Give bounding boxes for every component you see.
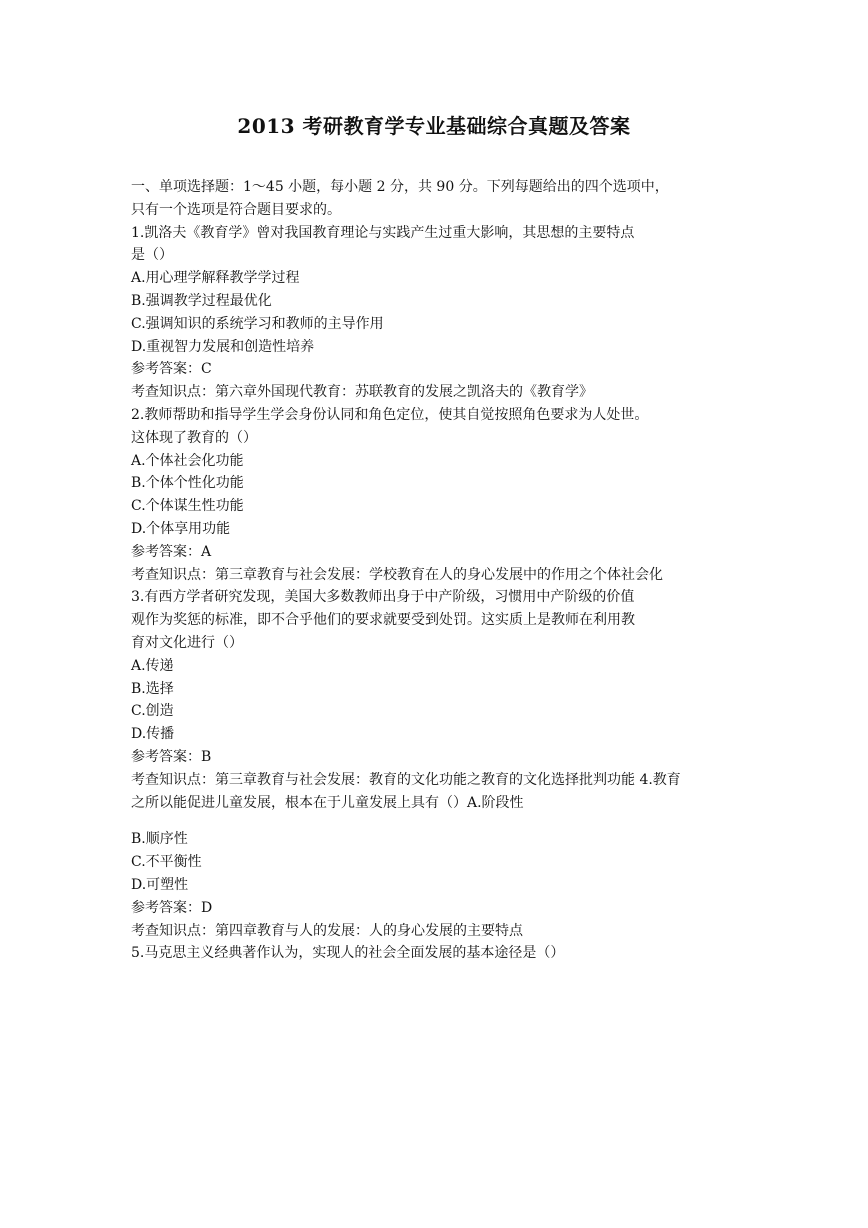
question-4-stem-cont: 之所以能促进儿童发展，根本在于儿童发展上具有（）A.阶段性 — [131, 794, 524, 811]
option-a: A.个体社会化功能 — [131, 452, 244, 469]
answer: 参考答案：D — [131, 899, 213, 916]
text-line: 只有一个选项是符合题目要求的。 — [131, 201, 341, 218]
question-2-stem-cont: 这体现了教育的（） — [131, 429, 257, 446]
option-c: C.不平衡性 — [131, 854, 202, 871]
answer: 参考答案：C — [131, 361, 212, 378]
question-1-stem-cont: 是（） — [131, 247, 173, 264]
option-d: D.个体享用功能 — [131, 520, 231, 537]
option-d: D.传播 — [131, 726, 175, 743]
option-d: D.重视智力发展和创造性培养 — [131, 338, 315, 355]
option-c: C.个体谋生性功能 — [131, 498, 244, 515]
paragraph-gap — [131, 814, 751, 828]
option-d: D.可塑性 — [131, 876, 189, 893]
document-body — [131, 176, 751, 965]
document-title: 2013 考研教育学专业基础综合真题及答案 — [237, 114, 631, 138]
option-b: B.顺序性 — [131, 831, 188, 848]
answer: 参考答案：B — [131, 748, 212, 765]
option-b: B.强调教学过程最优化 — [131, 292, 272, 309]
text-line: 一、单项选择题：1～45 小题，每小题 2 分，共 90 分。下列每题给出的四个选项中， — [131, 179, 669, 195]
question-3-stem-cont: 育对文化进行（） — [131, 634, 243, 651]
option-a: A.用心理学解释教学学过程 — [131, 270, 300, 287]
option-b: B.个体个性化功能 — [131, 475, 244, 492]
option-c: C.创造 — [131, 703, 174, 720]
knowledge-point: 考查知识点：第四章教育与人的发展：人的身心发展的主要特点 — [131, 922, 523, 939]
question-3-stem-cont: 观作为奖惩的标准，即不合乎他们的要求就要受到处罚。这实质上是教师在利用教 — [131, 612, 635, 629]
question-3-stem: 3.有西方学者研究发现，美国大多数教师出身于中产阶级，习惯用中产阶级的价值 — [131, 589, 635, 606]
option-a: A.传递 — [131, 657, 174, 674]
knowledge-point: 考查知识点：第六章外国现代教育：苏联教育的发展之凯洛夫的《教育学》 — [131, 384, 593, 401]
knowledge-point: 考查知识点：第三章教育与社会发展：学校教育在人的身心发展中的作用之个体社会化 — [131, 566, 663, 583]
option-b: B.选择 — [131, 680, 174, 697]
answer: 参考答案：A — [131, 543, 212, 560]
question-1-stem: 1.凯洛夫《教育学》曾对我国教育理论与实践产生过重大影响，其思想的主要特点 — [131, 224, 635, 241]
knowledge-point-with-question-4: 考查知识点：第三章教育与社会发展：教育的文化功能之教育的文化选择批判功能 4.教育 — [131, 771, 681, 788]
option-c: C.强调知识的系统学习和教师的主导作用 — [131, 315, 384, 332]
question-5-stem: 5.马克思主义经典著作认为，实现人的社会全面发展的基本途径是（） — [131, 945, 565, 962]
question-2-stem: 2.教师帮助和指导学生学会身份认同和角色定位，使其自觉按照角色要求为人处世。 — [131, 406, 649, 423]
